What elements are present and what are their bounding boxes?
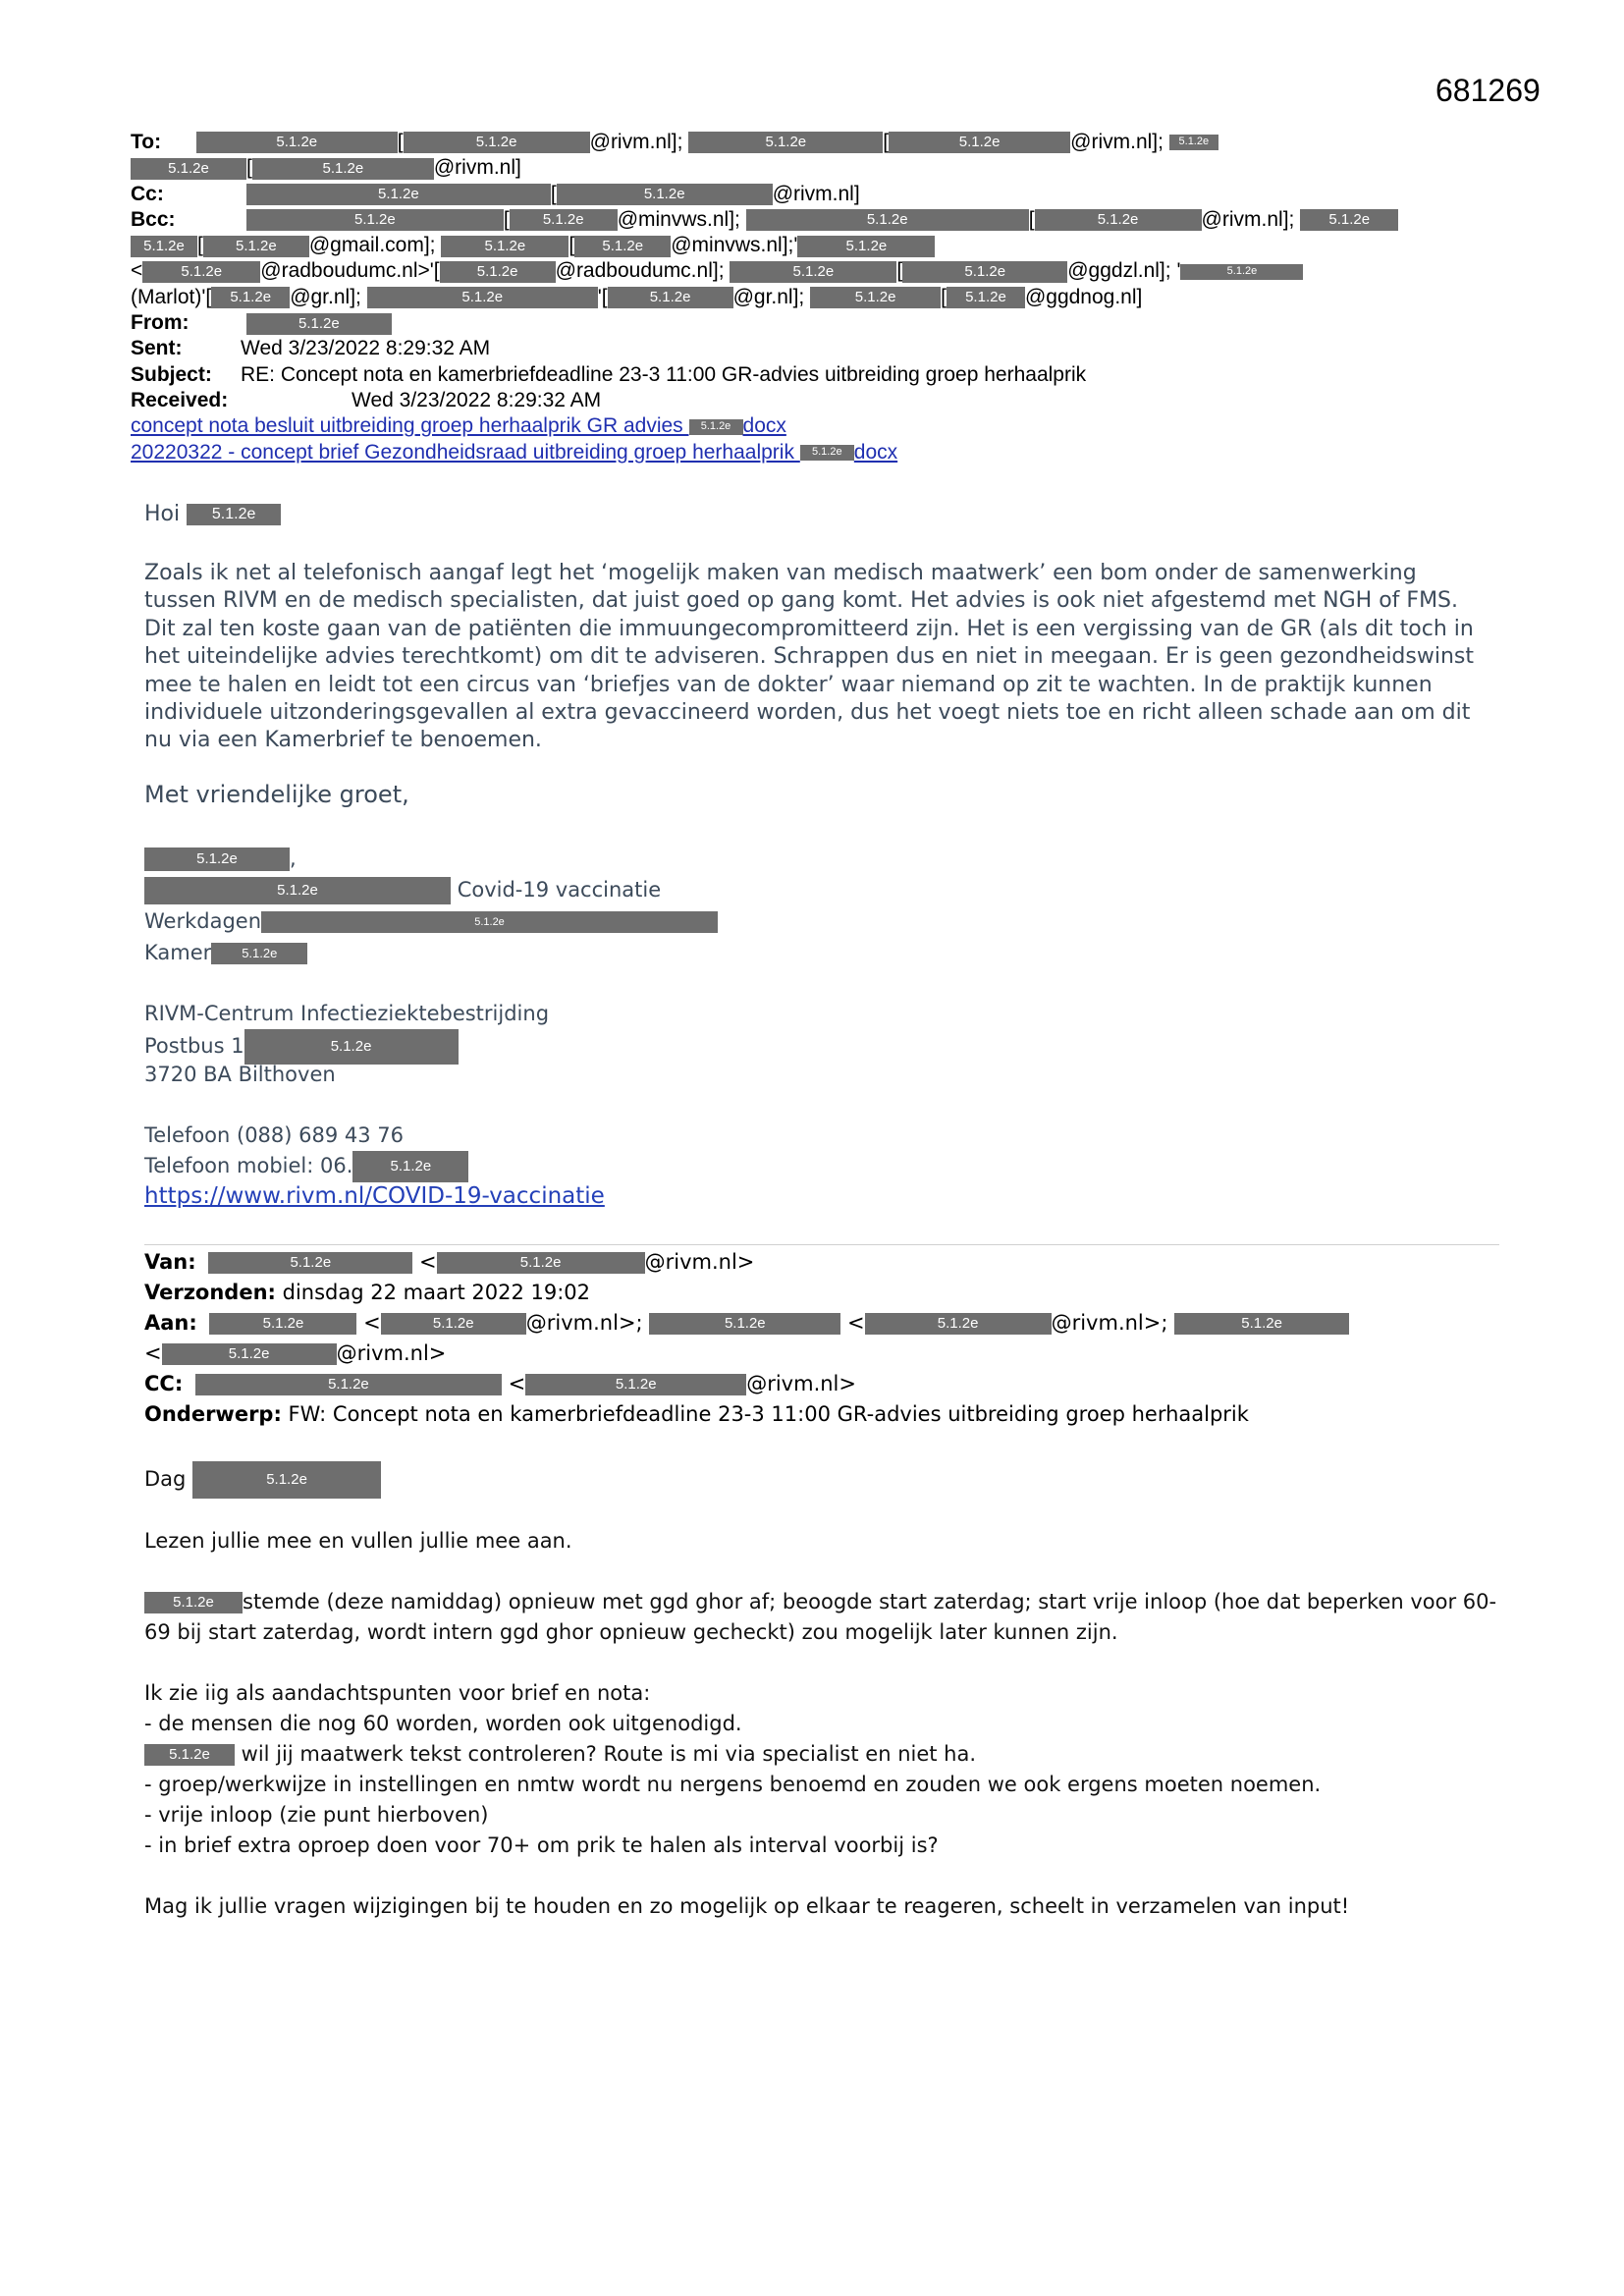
bcc-line bbox=[131, 207, 1505, 233]
received-line bbox=[131, 388, 1505, 413]
fw-from-domain: @rivm.nl> bbox=[644, 1250, 755, 1274]
to-label: To: bbox=[131, 131, 162, 153]
email-domain: @radboudumc.nl]; bbox=[555, 259, 725, 283]
sig-room bbox=[144, 941, 307, 964]
bcc-line-3 bbox=[131, 258, 1505, 284]
lt: < bbox=[363, 1311, 381, 1335]
redaction: 5.1.2e bbox=[1180, 264, 1303, 280]
subject-value: RE: Concept nota en kamerbriefdeadline 23-3 11:00 GR-advies uitbreiding groep herhaalprik bbox=[241, 362, 1087, 386]
bracket: [ bbox=[941, 285, 947, 308]
email-domain: @gmail.com]; bbox=[308, 234, 436, 257]
sig-name bbox=[144, 847, 297, 871]
workdays-label: Werkdagen bbox=[144, 909, 262, 933]
reply-paragraph: Zoals ik net al telefonisch aangaf legt het ‘mogelijk maken van medisch maatwerk’ een bom onder de samenwerking tussen RIVM en de medisch specialisten, dat juist goed op gang komt. Het advies is ook niet afgestemd met NGH of FMS. Dit zal ten koste gaan van de patiënten die immuungecompromitteerd zijn. Het is een vergissing van de GR (als dit toch in het uiteindelijke advies terechtkomt) om dit te adviseren. Schrappen dus en niet in meegaan. Er is geen gezondheidswinst mee te halen en leidt tot een circus van ‘briefjes van de dokter’ waar niemand op zit te wachten. In de praktijk kunnen individuele uitzonderingsgevallen al extra gevaccineerd worden, dus het voegt niets toe en richt alleen schade aan om dit nu via een Kamerbrief te benoemen. bbox=[144, 561, 1474, 753]
fw-to bbox=[144, 1308, 1499, 1339]
sent-value: Wed 3/23/2022 8:29:32 AM bbox=[241, 337, 491, 360]
redaction: 5.1.2e bbox=[187, 504, 281, 525]
sig-phone: Telefoon (088) 689 43 76 bbox=[144, 1123, 405, 1147]
sig-org: RIVM-Centrum Infectieziektebestrijding bbox=[144, 1002, 550, 1025]
email-domain: @gr.nl]; bbox=[290, 285, 361, 308]
redaction: 5.1.2e bbox=[1035, 209, 1202, 231]
redaction: 5.1.2e bbox=[1169, 135, 1218, 150]
redaction: 5.1.2e bbox=[947, 287, 1025, 308]
sent-label: Sent: bbox=[131, 337, 183, 360]
lt: < bbox=[846, 1311, 865, 1335]
from-label: From: bbox=[131, 311, 189, 335]
msg2-bullet-2-wrap bbox=[144, 1739, 1509, 1770]
subject-label: Subject: bbox=[131, 362, 212, 386]
fw-from-label: Van: bbox=[144, 1250, 196, 1274]
bracket: [ bbox=[246, 156, 252, 180]
redaction: 5.1.2e bbox=[800, 445, 854, 461]
redaction: 5.1.2e bbox=[352, 1151, 468, 1182]
redaction: 5.1.2e bbox=[889, 132, 1070, 153]
redaction: 5.1.2e bbox=[246, 209, 504, 231]
redaction: 5.1.2e bbox=[244, 1029, 459, 1065]
redaction: 5.1.2e bbox=[525, 1374, 746, 1395]
received-label: Received: bbox=[131, 388, 229, 411]
reply-greeting-line bbox=[144, 499, 1489, 540]
redaction: 5.1.2e bbox=[203, 236, 309, 257]
bracket: [ bbox=[550, 182, 557, 205]
bcc-line-4 bbox=[131, 285, 1505, 310]
redaction: 5.1.2e bbox=[1174, 1313, 1349, 1335]
redaction: 5.1.2e bbox=[381, 1313, 526, 1335]
redaction: 5.1.2e bbox=[196, 132, 398, 153]
redaction: 5.1.2e bbox=[441, 236, 568, 257]
redaction: 5.1.2e bbox=[404, 132, 590, 153]
fw-cc-label: CC: bbox=[144, 1372, 184, 1395]
redaction: 5.1.2e bbox=[689, 419, 743, 435]
redaction: 5.1.2e bbox=[144, 847, 290, 871]
redaction: 5.1.2e bbox=[797, 236, 935, 257]
msg2-closing: Mag ik jullie vragen wijzigingen bij te houden en zo mogelijk op elkaar te reageren, scheelt in verzamelen van input! bbox=[144, 1894, 1350, 1918]
sent-line bbox=[131, 336, 1505, 361]
reply-greeting: Hoi bbox=[144, 502, 181, 526]
msg2-line2: stemde (deze namiddag) opnieuw met ggd ghor af; beoogde start zaterdag; start vrije inloop (hoe dat beperken voor 60-69 bij start zaterdag, wordt intern ggd ghor opnieuw gecheckt) zou mogelijk later kunnen zijn. bbox=[144, 1590, 1497, 1644]
fw-sent bbox=[144, 1278, 1499, 1308]
postbus-label: Postbus 1 bbox=[144, 1034, 244, 1058]
forward-header bbox=[144, 1247, 1499, 1430]
redaction: 5.1.2e bbox=[440, 261, 556, 283]
fw-to-2 bbox=[144, 1339, 1499, 1369]
from-line bbox=[131, 310, 1505, 336]
redaction: 5.1.2e bbox=[902, 261, 1067, 283]
redaction: 5.1.2e bbox=[131, 236, 197, 257]
rivm-url-link[interactable]: https://www.rivm.nl/COVID-19-vaccinatie bbox=[144, 1183, 605, 1209]
redaction: 5.1.2e bbox=[810, 287, 941, 308]
redaction: 5.1.2e bbox=[195, 1374, 502, 1395]
redaction: 5.1.2e bbox=[211, 287, 290, 308]
redaction: 5.1.2e bbox=[865, 1313, 1052, 1335]
email-domain: @rivm.nl]; bbox=[1070, 131, 1164, 153]
email-domain: @minvws.nl]; bbox=[617, 207, 740, 231]
sig-postbus bbox=[144, 1029, 459, 1065]
bracket: [ bbox=[883, 131, 890, 153]
msg2-line2-wrap bbox=[144, 1587, 1509, 1648]
fw-subject-value: FW: Concept nota en kamerbriefdeadline 23-3 11:00 GR-advies uitbreiding groep herhaalprik bbox=[281, 1402, 1249, 1426]
fw-from bbox=[144, 1247, 1499, 1278]
attachment-2[interactable] bbox=[131, 440, 1505, 465]
comma: , bbox=[290, 847, 297, 870]
lt: < bbox=[144, 1341, 162, 1365]
fw-to-domain: @rivm.nl>; bbox=[525, 1311, 643, 1335]
redaction: 5.1.2e bbox=[252, 158, 434, 180]
reply-body bbox=[144, 499, 1489, 808]
email-domain: @ggdzl.nl]; ' bbox=[1067, 259, 1181, 283]
bracket: [ bbox=[197, 234, 203, 257]
msg2-body bbox=[144, 1526, 1509, 1922]
lt: < bbox=[419, 1250, 437, 1274]
bcc-line-2 bbox=[131, 233, 1505, 258]
redaction: 5.1.2e bbox=[510, 209, 618, 231]
lt: < bbox=[131, 259, 143, 283]
subject-line bbox=[131, 362, 1505, 388]
redaction: 5.1.2e bbox=[142, 261, 260, 283]
bracket: [ bbox=[601, 285, 608, 308]
bcc-label: Bcc: bbox=[131, 207, 176, 231]
cc-label: Cc: bbox=[131, 182, 164, 205]
msg2-greeting-line bbox=[144, 1461, 1509, 1499]
redaction: 5.1.2e bbox=[1300, 209, 1398, 231]
redaction: 5.1.2e bbox=[688, 132, 883, 153]
email-domain: @rivm.nl]; bbox=[1201, 207, 1295, 231]
msg2-bullet-4: - vrije inloop (zie punt hierboven) bbox=[144, 1803, 489, 1827]
email-domain: @rivm.nl] bbox=[433, 156, 521, 180]
fw-sent-label: Verzonden: bbox=[144, 1281, 276, 1304]
fw-subject bbox=[144, 1399, 1499, 1430]
attachment-ext-1[interactable]: docx bbox=[742, 414, 786, 438]
redaction: 5.1.2e bbox=[246, 184, 551, 205]
fw-to-domain: @rivm.nl>; bbox=[1051, 1311, 1168, 1335]
name-fragment: (Marlot)'[ bbox=[131, 285, 212, 308]
redaction: 5.1.2e bbox=[131, 158, 246, 180]
received-value: Wed 3/23/2022 8:29:32 AM bbox=[352, 388, 602, 411]
redaction: 5.1.2e bbox=[557, 184, 773, 205]
attachment-1[interactable] bbox=[131, 413, 1505, 439]
redaction: 5.1.2e bbox=[367, 287, 598, 308]
email-header bbox=[131, 130, 1505, 465]
msg2-intro: Ik zie iig als aandachtspunten voor brief en nota: bbox=[144, 1681, 651, 1705]
attachment-link-2[interactable]: 20220322 - concept brief Gezondheidsraad uitbreiding groep herhaalprik bbox=[131, 440, 800, 464]
redaction: 5.1.2e bbox=[144, 877, 451, 904]
redaction: 5.1.2e bbox=[162, 1343, 337, 1365]
quote: ' bbox=[597, 285, 602, 308]
quote: ' bbox=[793, 234, 798, 257]
room-label: Kamer bbox=[144, 941, 212, 964]
bracket: [ bbox=[568, 234, 575, 257]
redaction: 5.1.2e bbox=[261, 911, 718, 933]
redaction: 5.1.2e bbox=[574, 236, 671, 257]
fw-subject-label: Onderwerp: bbox=[144, 1402, 282, 1426]
sig-url[interactable] bbox=[144, 1183, 605, 1209]
bracket: [ bbox=[503, 207, 510, 231]
fw-sent-value: dinsdag 22 maart 2022 19:02 bbox=[275, 1281, 591, 1304]
email-domain: @minvws.nl]; bbox=[671, 234, 794, 257]
fw-to-domain: @rivm.nl> bbox=[336, 1341, 447, 1365]
msg2-bullet-3: - groep/werkwijze in instellingen en nmtw wordt nu nergens benoemd en zouden we ook ergens moeten noemen. bbox=[144, 1773, 1322, 1796]
bracket: [ bbox=[896, 259, 903, 283]
redaction: 5.1.2e bbox=[144, 1592, 243, 1613]
msg2-bullet-1: - de mensen die nog 60 worden, worden ook uitgenodigd. bbox=[144, 1712, 742, 1735]
email-domain: @rivm.nl] bbox=[772, 182, 860, 205]
email-domain: @rivm.nl]; bbox=[589, 131, 683, 153]
email-domain: @radboudumc.nl>'[ bbox=[260, 259, 440, 283]
msg2-bullet-2: wil jij maatwerk tekst controleren? Route is mi via specialist en niet ha. bbox=[235, 1742, 977, 1766]
msg2-bullet-5: - in brief extra oproep doen voor 70+ om prik te halen als interval voorbij is? bbox=[144, 1833, 939, 1857]
sig-mobile bbox=[144, 1151, 468, 1182]
sig-workdays bbox=[144, 909, 718, 933]
to-line-2 bbox=[131, 155, 1505, 181]
reply-closing: Met vriendelijke groet, bbox=[144, 780, 409, 808]
redaction: 5.1.2e bbox=[209, 1313, 356, 1335]
lt: < bbox=[508, 1372, 526, 1395]
cc-line bbox=[131, 182, 1505, 207]
separator bbox=[144, 1244, 1499, 1245]
mobile-label: Telefoon mobiel: 06. bbox=[144, 1154, 353, 1177]
bracket: [ bbox=[397, 131, 404, 153]
bracket: [ bbox=[1028, 207, 1035, 231]
sig-role-suffix: Covid-19 vaccinatie bbox=[457, 878, 662, 902]
redaction: 5.1.2e bbox=[144, 1744, 235, 1766]
redaction: 5.1.2e bbox=[649, 1313, 840, 1335]
attachment-link-1[interactable]: concept nota besluit uitbreiding groep herhaalprik GR advies bbox=[131, 414, 689, 438]
redaction: 5.1.2e bbox=[746, 209, 1029, 231]
to-line bbox=[131, 130, 1505, 155]
redaction: 5.1.2e bbox=[437, 1252, 645, 1274]
fw-to-label: Aan: bbox=[144, 1311, 197, 1335]
redaction: 5.1.2e bbox=[608, 287, 733, 308]
redaction: 5.1.2e bbox=[192, 1461, 381, 1499]
redaction: 5.1.2e bbox=[246, 313, 392, 335]
sig-city: 3720 BA Bilthoven bbox=[144, 1063, 336, 1086]
fw-cc bbox=[144, 1369, 1499, 1399]
document-id: 681269 bbox=[1435, 73, 1541, 108]
redaction: 5.1.2e bbox=[730, 261, 896, 283]
attachment-ext-2[interactable]: docx bbox=[853, 440, 898, 464]
msg2-greeting: Dag bbox=[144, 1467, 187, 1491]
msg2-line1: Lezen jullie mee en vullen jullie mee aan. bbox=[144, 1529, 572, 1553]
redaction: 5.1.2e bbox=[211, 943, 307, 964]
email-domain: @gr.nl]; bbox=[732, 285, 805, 308]
fw-cc-domain: @rivm.nl> bbox=[746, 1372, 856, 1395]
sig-role bbox=[144, 877, 661, 904]
redaction: 5.1.2e bbox=[208, 1252, 412, 1274]
email-domain: @ggdnog.nl] bbox=[1024, 285, 1143, 308]
